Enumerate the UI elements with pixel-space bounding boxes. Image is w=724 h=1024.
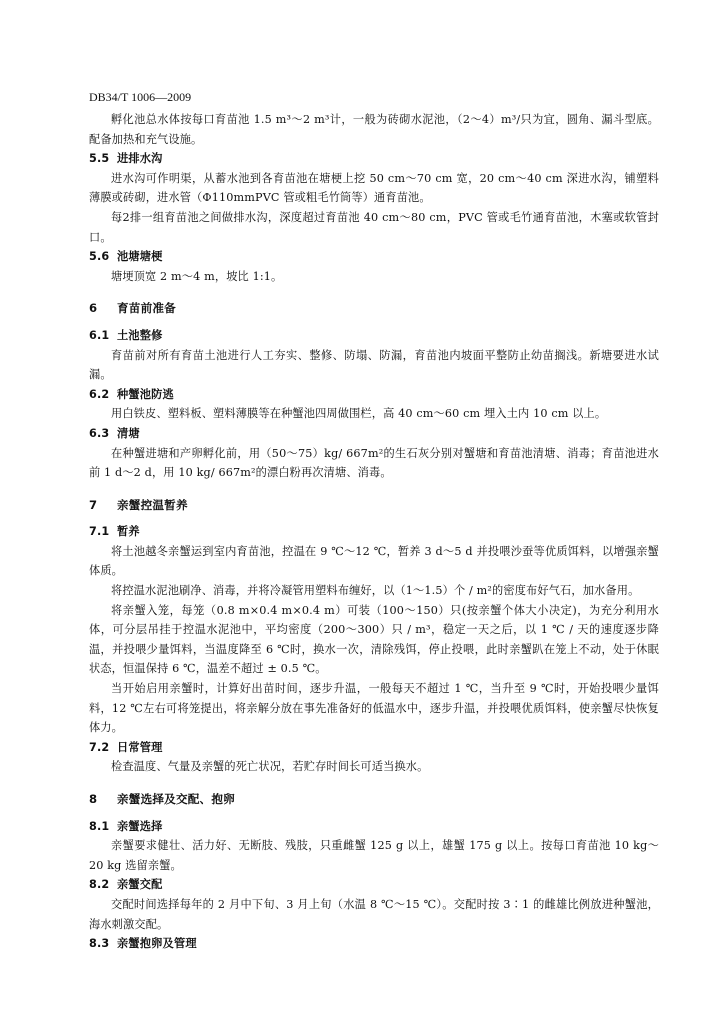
subsection-heading <box>89 522 659 542</box>
standard-code-header: DB34/T 1006—2009 <box>89 90 192 104</box>
document-body <box>89 110 659 954</box>
heading-title: 亲蟹选择 <box>117 819 163 833</box>
heading-number: 7.2 <box>89 740 110 754</box>
subsection-heading <box>89 738 659 758</box>
subsection-heading <box>89 149 659 169</box>
heading-number: 5.6 <box>89 250 110 264</box>
subsection-heading <box>89 385 659 405</box>
heading-number: 6.3 <box>89 426 110 440</box>
subsection-heading <box>89 934 659 954</box>
body-paragraph: 进水沟可作明渠，从蓄水池到各育苗池在塘梗上挖 50 cm～70 cm 宽，20 cm～40 cm 深进水沟，铺塑料薄膜或砖砌，进水管（Φ110mmPVC 管或粗毛竹筒等）通育苗池。 <box>89 171 659 205</box>
body-paragraph: 亲蟹要求健壮、活力好、无断肢、残肢，只重雌蟹 125 g 以上，雄蟹 175 g 以上。按每口育苗池 10 kg～20 kg 选留亲蟹。 <box>89 839 659 872</box>
subsection-heading <box>89 326 659 346</box>
heading-title: 清塘 <box>117 426 140 440</box>
heading-title: 亲蟹抱卵及管理 <box>117 937 197 951</box>
heading-title: 亲蟹交配 <box>117 878 163 892</box>
heading-number: 7 <box>89 497 98 512</box>
body-paragraph: 将控温水泥池刷净、消毒，并将冷凝管用塑料布缠好，以（1～1.5）个 / m²的密度布好气石，加水备用。 <box>111 584 640 598</box>
body-paragraph: 将土池越冬亲蟹运到室内育苗池，控温在 9 ℃～12 ℃，暂养 3 d～5 d 并投喂沙蚕等优质饵料，以增强亲蟹体质。 <box>89 544 659 578</box>
heading-number: 7.1 <box>89 525 110 539</box>
body-paragraph: 孵化池总水体按每口育苗池 1.5 m³～2 m³计，一般为砖砌水泥池，（2～4）m³/只为宜，圆角、漏斗型底。配备加热和充气设施。 <box>89 113 659 146</box>
body-paragraph: 用白铁皮、塑料板、塑料薄膜等在种蟹池四周做围栏，高 40 cm～60 cm 埋入土内 10 cm 以上。 <box>111 407 607 421</box>
heading-number: 5.5 <box>89 152 110 166</box>
body-paragraph: 每2排一组育苗池之间做排水沟，深度超过育苗池 40 cm～80 cm，PVC 管或毛竹通育苗池，木塞或软管封口。 <box>89 210 659 244</box>
heading-number: 8 <box>89 792 98 806</box>
heading-number: 6.2 <box>89 387 110 401</box>
body-paragraph: 交配时间选择每年的 2 月中下旬、3 月上旬（水温 8 ℃～15 ℃）。交配时按 3∶1 的雌雄比例放进种蟹池，海水刺激交配。 <box>89 897 659 931</box>
body-paragraph: 育苗前对所有育苗土池进行人工夯实、整修、防塌、防漏，育苗池内坡面平整防止幼苗搁浅。新塘要进水试漏。 <box>89 348 659 382</box>
heading-title: 亲蟹选择及交配、抱卵 <box>117 792 235 806</box>
heading-title: 亲蟹控温暂养 <box>117 497 188 512</box>
heading-title: 种蟹池防逃 <box>117 387 174 401</box>
subsection-heading <box>89 247 659 267</box>
body-paragraph: 将亲蟹入笼，每笼（0.8 m×0.4 m×0.4 m）可装（100～150）只(按亲蟹个体大小决定)，为充分利用水体，可分层吊挂于控温水泥池中，平均密度（200～300）只 / m³，稳定一天之后，以 1 ℃ / 天的速度逐步降温，并投喂少量饵料，当温度降至 6 ℃时，换水一次，清除残饵，停止投喂，此时亲蟹趴在笼上不动，处于休眠状态，恒温保持 6 ℃，温差不超过 ± 0.5 ℃。 <box>89 603 659 676</box>
heading-number: 6 <box>89 301 98 316</box>
body-paragraph: 在种蟹进塘和产卵孵化前，用（50～75）kg/ 667m²的生石灰分别对蟹塘和育苗池清塘、消毒；育苗池进水前 1 d～2 d，用 10 kg/ 667m²的漂白粉再次清塘、消毒。 <box>89 446 659 480</box>
heading-title: 进排水沟 <box>117 152 163 166</box>
body-paragraph: 检查温度、气量及亲蟹的死亡状况，若贮存时间长可适当换水。 <box>111 760 429 774</box>
heading-number: 8.2 <box>89 878 110 892</box>
subsection-heading <box>89 817 659 837</box>
subsection-heading <box>89 875 659 895</box>
heading-number: 8.3 <box>89 937 110 951</box>
body-paragraph: 当开始启用亲蟹时，计算好出苗时间，逐步升温，一般每天不超过 1 ℃，当升至 9 ℃时，开始投喂少量饵料，12 ℃左右可将笼提出，将亲解分放在事先准备好的低温水中，逐步升温，并投喂优质饵料，使亲蟹尽快恢复体力。 <box>89 682 659 735</box>
heading-title: 日常管理 <box>117 740 163 754</box>
heading-title: 育苗前准备 <box>117 301 176 316</box>
heading-number: 6.1 <box>89 328 110 342</box>
section-heading <box>89 790 659 810</box>
subsection-heading <box>89 424 659 444</box>
body-paragraph: 塘埂顶宽 2 m～4 m，坡比 1:1。 <box>111 269 283 283</box>
heading-title: 土池整修 <box>117 328 163 342</box>
section-heading <box>89 299 659 319</box>
section-heading <box>89 496 659 516</box>
heading-title: 池塘塘梗 <box>117 250 163 264</box>
heading-number: 8.1 <box>89 819 110 833</box>
heading-title: 暂养 <box>117 525 140 539</box>
